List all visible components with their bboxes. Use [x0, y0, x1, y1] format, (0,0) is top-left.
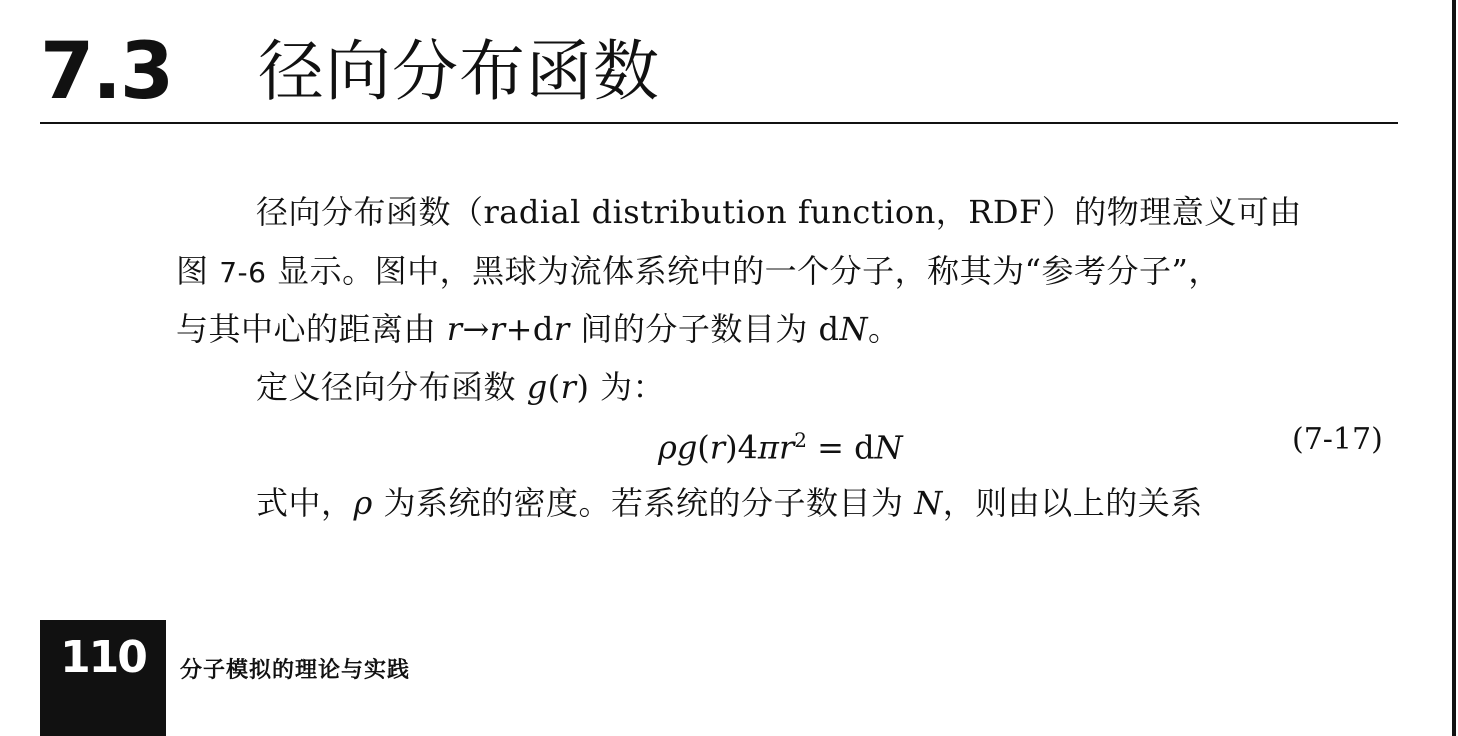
section-header-rule	[40, 122, 1398, 124]
variable-r: r	[560, 368, 577, 406]
symbol-rho: ρ	[353, 484, 373, 522]
paragraph-text: ，则由以上的关系	[942, 484, 1203, 522]
page-edge-rule	[1452, 0, 1456, 736]
equation-7-17	[658, 420, 903, 468]
variable-r: r	[489, 310, 506, 348]
paragraph-text: 间的分子数目为 d	[569, 310, 840, 348]
equals-d: = d	[806, 428, 875, 467]
paren-close: )	[576, 368, 590, 406]
variable-g: g	[676, 428, 698, 467]
plus-d: +d	[505, 310, 554, 348]
section-number: 7.3	[40, 27, 173, 117]
paragraph-text: 为：	[589, 368, 666, 406]
paragraph-text: 图	[176, 252, 220, 290]
paren-open: (	[547, 368, 561, 406]
paragraph-1-line-2	[176, 251, 1221, 293]
variable-r: r	[709, 428, 726, 467]
variable-N: N	[839, 310, 869, 348]
paragraph-1-line-1	[256, 192, 1302, 232]
paragraph-1-line-3	[176, 309, 901, 349]
paren-close-four: )4	[725, 428, 758, 467]
page-footer	[40, 620, 1240, 736]
section-title: 径向分布函数	[258, 33, 660, 110]
symbol-rho: ρ	[658, 428, 677, 467]
book-title: 分子模拟的理论与实践	[180, 658, 411, 683]
paragraph-text: 。	[868, 310, 901, 348]
paragraph-text: 式中，	[256, 484, 354, 522]
paragraph-text: 显示。图中，黑球为流体系统中的一个分子，称其为“参考分子”，	[266, 252, 1221, 290]
exponent: 2	[794, 428, 807, 452]
figure-reference: 7-6	[219, 256, 267, 289]
paragraph-text: 与其中心的距离由	[176, 310, 447, 348]
variable-g: g	[526, 368, 548, 406]
symbol-pi: π	[757, 428, 779, 467]
equation-number: (7-17)	[1292, 422, 1383, 457]
page-number-block	[40, 620, 166, 736]
paragraph-text: 径向分布函数（radial distribution function，RDF）的物理意义可由	[256, 193, 1302, 231]
variable-N: N	[914, 484, 943, 522]
paragraph-2	[256, 367, 665, 407]
paragraph-text: 为系统的密度。若系统的分子数目为	[372, 484, 915, 522]
paragraph-3	[256, 483, 1203, 523]
arrow-symbol: →	[462, 310, 490, 348]
section-header	[40, 22, 1398, 122]
variable-r: r	[446, 310, 463, 348]
paren-open: (	[697, 428, 710, 467]
variable-N: N	[874, 428, 903, 467]
variable-r: r	[553, 310, 570, 348]
paragraph-text: 定义径向分布函数	[256, 368, 527, 406]
page-number: 110	[60, 632, 146, 683]
variable-r: r	[778, 428, 795, 467]
